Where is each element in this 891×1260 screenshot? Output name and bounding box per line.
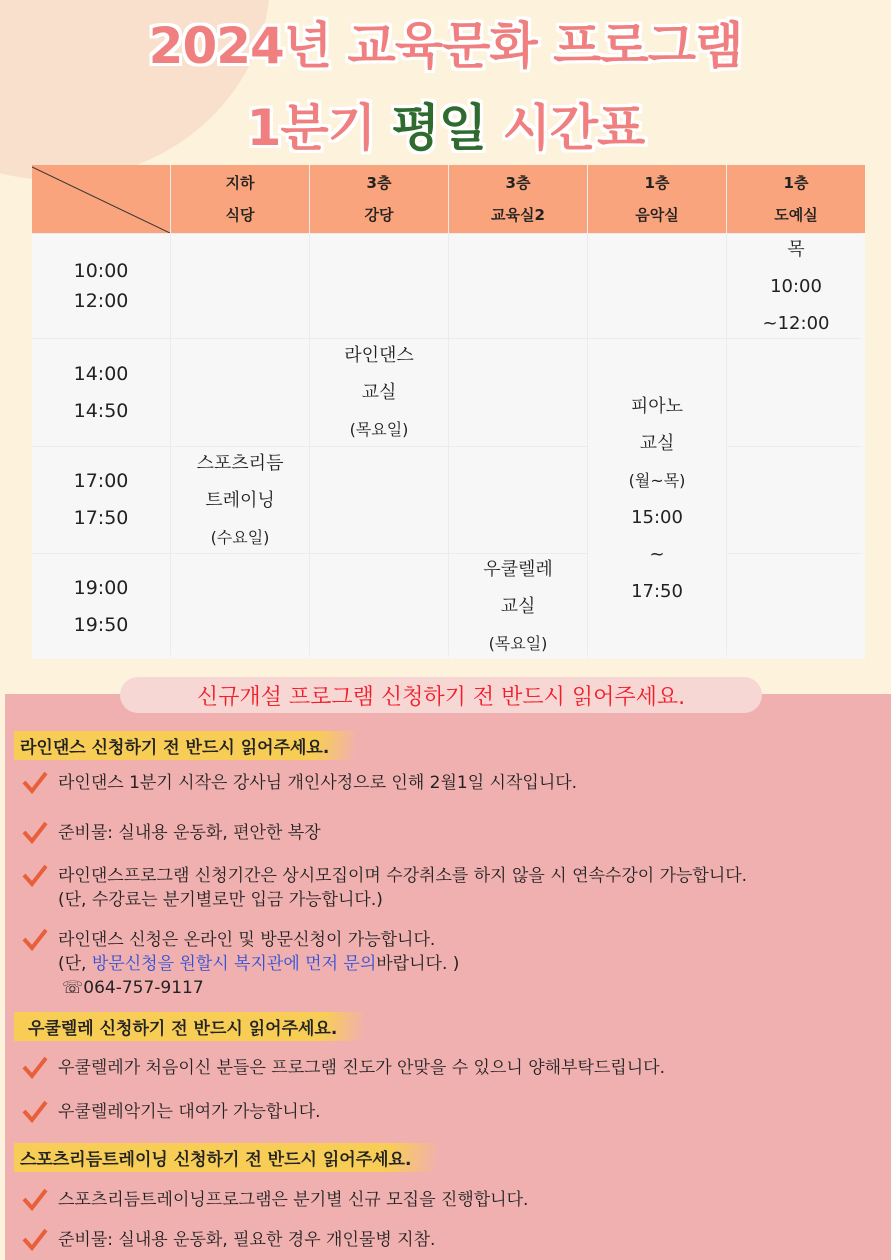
- check-icon: [22, 771, 48, 795]
- empty-cell: [171, 554, 309, 659]
- empty-cell: [171, 234, 309, 338]
- list-item: 우쿨렐레악기는 대여가 가능합니다.: [22, 1100, 321, 1124]
- list-item: 준비물: 실내용 운동화, 필요한 경우 개인물병 지참.: [22, 1228, 435, 1252]
- empty-cell: [310, 234, 448, 338]
- list-item: 스포츠리듬트레이닝프로그램은 분기별 신규 모집을 진행합니다.: [22, 1188, 528, 1212]
- header-classroom2: 3층 교육실2: [449, 165, 587, 233]
- page-title: 2024년 교육문화 프로그램: [148, 17, 743, 75]
- piano-class: 피아노 교실 (월~목) 15:00 ~ 17:50: [588, 339, 726, 659]
- page-subtitle: 1분기 평일 시간표: [246, 99, 645, 157]
- check-icon: [22, 864, 48, 888]
- check-icon: [22, 1188, 48, 1212]
- table-corner: [32, 165, 170, 233]
- list-item: 준비물: 실내용 운동화, 편안한 복장: [22, 821, 321, 845]
- sports-rhythm-class: 스포츠리듬 트레이닝 (수요일): [171, 447, 309, 553]
- line-dance-class: 라인댄스 교실 (목요일): [310, 339, 448, 446]
- empty-cell: [727, 339, 865, 446]
- linedance-section-heading: 라인댄스 신청하기 전 반드시 읽어주세요.: [14, 731, 355, 760]
- header-auditorium: 3층 강당: [310, 165, 448, 233]
- phone-icon: ☏: [62, 978, 84, 998]
- list-item: 라인댄스프로그램 신청기간은 상시모집이며 수강취소를 하지 않을 시 연속수강이 가능합니다. (단, 수강료는 분기별로만 입금 가능합니다.): [22, 864, 747, 912]
- empty-cell: [727, 447, 865, 553]
- check-icon: [22, 928, 48, 952]
- time-slot-4: 19:00 19:50: [32, 554, 170, 659]
- list-item: 라인댄스 신청은 온라인 및 방문신청이 가능합니다. (단, 방문신청을 원할시 복지관에 먼저 문의바랍니다. ) ☏064-757-9117: [22, 928, 459, 1000]
- check-icon: [22, 1056, 48, 1080]
- empty-cell: [449, 234, 587, 338]
- empty-cell: [588, 234, 726, 338]
- header-pottery-room: 1층 도예실: [727, 165, 865, 233]
- header-music-room: 1층 음악실: [588, 165, 726, 233]
- ukulele-class: 우쿨렐레 교실 (목요일): [449, 554, 587, 659]
- visit-highlight: 방문신청을 원할시 복지관에 먼저 문의: [91, 954, 377, 974]
- schedule-table: [32, 165, 860, 655]
- sports-section-heading: 스포츠리듬트레이닝 신청하기 전 반드시 읽어주세요.: [14, 1143, 437, 1172]
- time-slot-1: 10:00 12:00: [32, 234, 170, 338]
- header-cafeteria: 지하 식당: [171, 165, 309, 233]
- check-icon: [22, 1228, 48, 1252]
- phone-number: 064-757-9117: [83, 978, 204, 998]
- check-icon: [22, 1100, 48, 1124]
- notice-banner: 신규개설 프로그램 신청하기 전 반드시 읽어주세요.: [120, 677, 762, 713]
- time-slot-2: 14:00 14:50: [32, 339, 170, 446]
- list-item: 라인댄스 1분기 시작은 강사님 개인사정으로 인해 2월1일 시작입니다.: [22, 771, 577, 795]
- check-icon: [22, 821, 48, 845]
- ukulele-section-heading: 우쿨렐레 신청하기 전 반드시 읽어주세요.: [14, 1012, 363, 1041]
- pottery-class: 목 10:00 ~12:00: [727, 234, 865, 338]
- empty-cell: [449, 447, 587, 553]
- empty-cell: [449, 339, 587, 446]
- empty-cell: [310, 554, 448, 659]
- diagonal-line: [32, 165, 170, 233]
- empty-cell: [727, 554, 865, 659]
- empty-cell: [171, 339, 309, 446]
- list-item: 우쿨렐레가 처음이신 분들은 프로그램 진도가 안맞을 수 있으니 양해부탁드립니다.: [22, 1056, 665, 1080]
- time-slot-3: 17:00 17:50: [32, 447, 170, 553]
- empty-cell: [310, 447, 448, 553]
